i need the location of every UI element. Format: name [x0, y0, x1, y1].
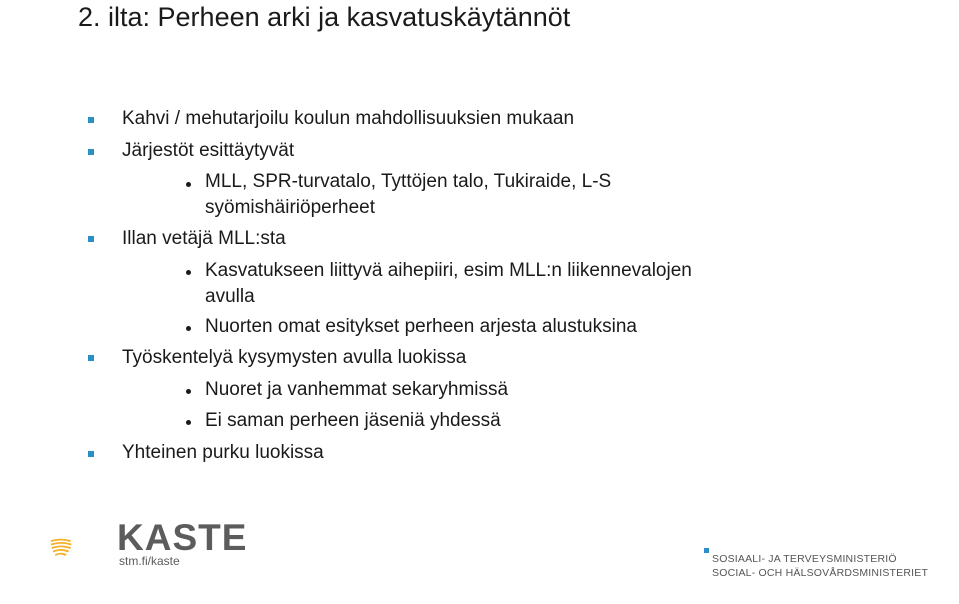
kaste-wave-logo-icon: [50, 518, 120, 578]
round-bullet-icon: [186, 270, 191, 275]
square-bullet-icon: [88, 236, 94, 242]
round-bullet-icon: [186, 326, 191, 331]
ministry-square-icon: [704, 548, 709, 553]
sub-bullet-item-continuation: avulla: [205, 286, 255, 307]
round-bullet-icon: [186, 182, 191, 187]
ministry-name: [712, 552, 928, 580]
sub-bullet-item-continuation: syömishäiriöperheet: [205, 197, 376, 218]
bullet-item: Järjestöt esittäytyvät: [122, 140, 295, 161]
ministry-name-sv: SOCIAL- OCH HÄLSOVÅRDSMINISTERIET: [712, 567, 929, 579]
bullet-item: Työskentelyä kysymysten avulla luokissa: [122, 347, 467, 368]
sub-bullet-item: Ei saman perheen jäseniä yhdessä: [205, 410, 501, 431]
round-bullet-icon: [186, 420, 191, 425]
round-bullet-icon: [186, 389, 191, 394]
square-bullet-icon: [88, 149, 94, 155]
square-bullet-icon: [88, 451, 94, 457]
sub-bullet-item: Nuorten omat esitykset perheen arjesta alustuksina: [205, 316, 637, 337]
bullet-item: Illan vetäjä MLL:sta: [122, 228, 286, 249]
slide-title: 2. ilta: Perheen arki ja kasvatuskäytännöt: [78, 2, 571, 32]
bullet-item: Yhteinen purku luokissa: [122, 442, 324, 463]
square-bullet-icon: [88, 117, 94, 123]
sub-bullet-item: Nuoret ja vanhemmat sekaryhmissä: [205, 379, 509, 400]
sub-bullet-item: Kasvatukseen liittyvä aihepiiri, esim MLL:n liikennevalojen: [205, 260, 692, 281]
square-bullet-icon: [88, 355, 94, 361]
sub-bullet-item: MLL, SPR-turvatalo, Tyttöjen talo, Tukiraide, L-S: [205, 171, 612, 192]
kaste-url: stm.fi/kaste: [119, 554, 180, 568]
bullet-item: Kahvi / mehutarjoilu koulun mahdollisuuksien mukaan: [122, 108, 575, 129]
ministry-name-fi: SOSIAALI- JA TERVEYSMINISTERIÖ: [712, 553, 897, 565]
kaste-logo-text: KASTE: [117, 517, 248, 558]
